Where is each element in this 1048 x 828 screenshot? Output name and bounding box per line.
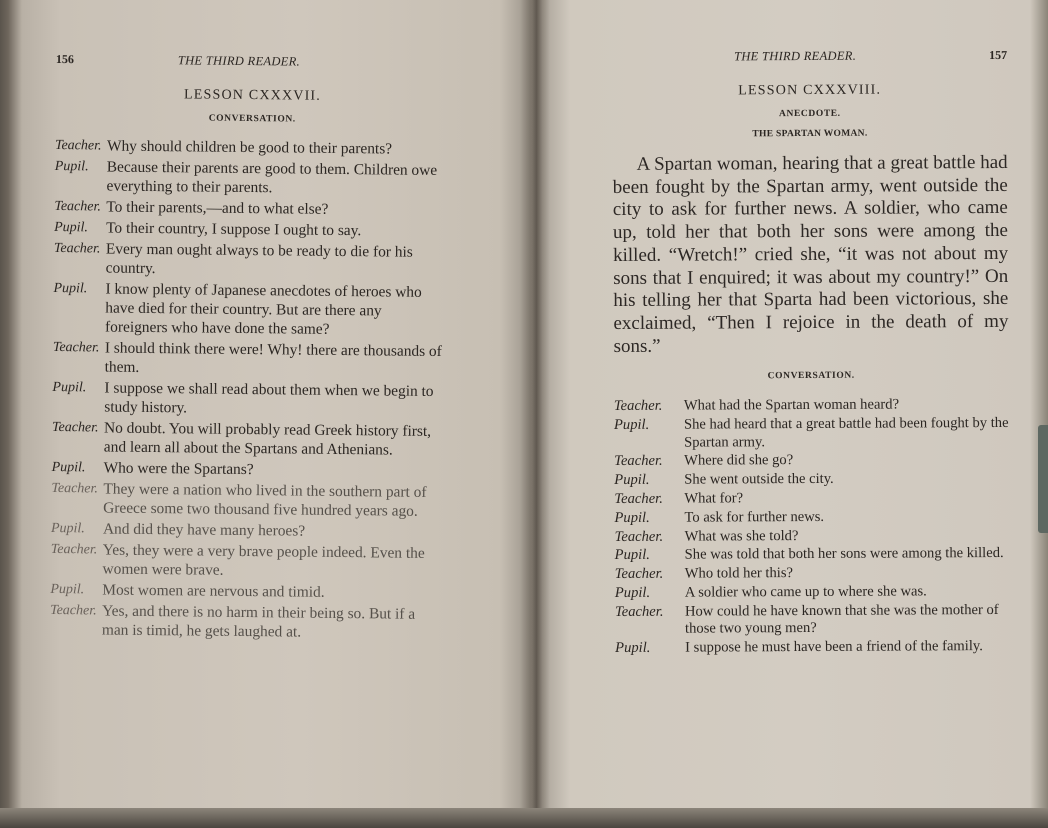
right-page-number: 157 bbox=[989, 47, 1008, 63]
speaker-label: Teacher. bbox=[52, 339, 100, 356]
dialogue-text: To their country, I suppose I ought to say. bbox=[106, 219, 362, 240]
speaker-label: Pupil. bbox=[613, 416, 650, 434]
dialogue-text: Why should children be good to their parents? bbox=[106, 137, 393, 158]
right-section-label: ANECDOTE. bbox=[779, 108, 841, 120]
dialogue-line bbox=[615, 638, 1010, 658]
speaker-label: Teacher. bbox=[614, 528, 664, 545]
left-page bbox=[50, 50, 450, 645]
speaker-label: Pupil. bbox=[53, 280, 88, 297]
speaker-label: Pupil. bbox=[614, 584, 651, 601]
speaker-label: Teacher. bbox=[54, 198, 101, 215]
dialogue-line bbox=[53, 279, 448, 340]
dialogue-text: A soldier who came up to where she was. bbox=[684, 583, 927, 601]
dialogue-line bbox=[53, 338, 447, 380]
speaker-label: Teacher. bbox=[50, 541, 98, 558]
dialogue-line bbox=[54, 197, 448, 220]
speaker-label: Teacher. bbox=[51, 480, 99, 497]
dialogue-line bbox=[614, 508, 1009, 528]
dialogue-text: I suppose he must have been a friend of the family. bbox=[685, 638, 983, 656]
dialogue-line bbox=[50, 580, 444, 603]
dialogue-text: What was she told? bbox=[684, 527, 799, 545]
dialogue-line bbox=[54, 218, 448, 241]
right-lesson-title: LESSON CXXXVIII. bbox=[738, 82, 882, 99]
dialogue-line bbox=[51, 479, 445, 521]
dialogue-text: Because their parents are good to them. Children owe everything to their parents. bbox=[106, 158, 438, 197]
left-dialogue bbox=[50, 136, 449, 643]
speaker-label: Pupil. bbox=[50, 581, 85, 598]
speaker-label: Pupil. bbox=[50, 520, 85, 537]
speaker-label: Pupil. bbox=[54, 219, 89, 236]
dialogue-line bbox=[614, 396, 1009, 416]
speaker-label: Pupil. bbox=[614, 547, 650, 564]
dialogue-line bbox=[615, 527, 1010, 547]
speaker-label: Teacher. bbox=[53, 240, 101, 257]
dialogue-line bbox=[614, 415, 1009, 452]
dialogue-line bbox=[54, 157, 448, 199]
book-gutter bbox=[520, 0, 550, 828]
dialogue-text: I should think there were! Why! there are thousands of them. bbox=[104, 339, 442, 376]
dialogue-line bbox=[55, 136, 449, 159]
dialogue-line bbox=[52, 378, 446, 420]
speaker-label: Pupil. bbox=[51, 459, 86, 476]
dialogue-text: No doubt. You will probably read Greek history first, and learn all about the Spartans and Athenians. bbox=[103, 419, 432, 459]
dialogue-line bbox=[615, 583, 1010, 603]
dialogue-text: She had heard that a great battle had been fought by the Spartan army. bbox=[683, 415, 1009, 451]
right-running-head bbox=[612, 46, 1007, 70]
left-page-number: 156 bbox=[55, 51, 74, 67]
dialogue-text: She went outside the city. bbox=[684, 471, 834, 488]
dialogue-line bbox=[52, 458, 446, 481]
left-lesson-title: LESSON CXXXVII. bbox=[183, 87, 322, 104]
dialogue-text: I suppose we shall read about them when we begin to study history. bbox=[104, 379, 434, 417]
bookmark-tab bbox=[1038, 425, 1048, 533]
dialogue-text: What for? bbox=[684, 490, 744, 507]
dialogue-line bbox=[615, 564, 1010, 584]
right-page bbox=[612, 46, 1010, 659]
dialogue-text: I know plenty of Japanese anecdotes of heroes who have died for their country. But are there any foreigners who have done the same? bbox=[105, 280, 422, 338]
speaker-label: Teacher. bbox=[54, 137, 102, 154]
anecdote-paragraph: A Spartan woman, hearing that a great battle had been fought by the Spartan army, went outside the city to ask for further news. A soldier, who came up, told her that both her sons were among the killed. “Wretch!” cried she, “it was not about my sons that I enquired; it was about my country!” On his telling her that Sparta had been victorious, she exclaimed, “Then I rejoice in the death of my sons.” bbox=[612, 151, 1009, 357]
dialogue-text: Yes, and there is no harm in their being so. But if a man is timid, he gets laughed at. bbox=[101, 602, 416, 641]
dialogue-text: Yes, they were a very brave people indeed. Even the women were brave. bbox=[102, 541, 425, 579]
dialogue-line bbox=[614, 470, 1009, 490]
dialogue-text: How could he have known that she was the mother of those two young men? bbox=[684, 601, 999, 637]
right-running-title: THE THIRD READER. bbox=[734, 48, 857, 64]
anecdote-title: THE SPARTAN WOMAN. bbox=[752, 128, 868, 140]
dialogue-line bbox=[54, 239, 448, 281]
left-section-label: CONVERSATION. bbox=[208, 113, 296, 125]
dialogue-line bbox=[615, 602, 1010, 639]
dialogue-text: And did they have many heroes? bbox=[102, 520, 306, 540]
dialogue-line bbox=[50, 601, 444, 643]
speaker-label: Teacher. bbox=[613, 398, 663, 415]
dialogue-text: Who told her this? bbox=[684, 565, 794, 582]
dialogue-line bbox=[614, 489, 1009, 509]
speaker-label: Pupil. bbox=[614, 472, 650, 489]
dialogue-text: To ask for further news. bbox=[684, 508, 825, 526]
dialogue-line bbox=[50, 540, 444, 582]
left-running-head bbox=[56, 50, 450, 76]
dialogue-text: Most women are nervous and timid. bbox=[102, 581, 325, 601]
dialogue-line bbox=[614, 451, 1009, 471]
speaker-label: Pupil. bbox=[615, 639, 651, 657]
right-conversation-label: CONVERSATION. bbox=[767, 371, 855, 382]
dialogue-text: What had the Spartan woman heard? bbox=[683, 396, 900, 414]
speaker-label: Pupil. bbox=[52, 379, 87, 396]
left-running-title: THE THIRD READER. bbox=[177, 53, 301, 69]
page-edge bbox=[0, 808, 1048, 828]
dialogue-text: Every man ought always to be ready to die for his country. bbox=[105, 240, 413, 278]
dialogue-line bbox=[52, 418, 446, 460]
dialogue-text: Who were the Spartans? bbox=[103, 459, 254, 479]
speaker-label: Teacher. bbox=[50, 602, 97, 619]
speaker-label: Pupil. bbox=[54, 158, 89, 175]
speaker-label: Teacher. bbox=[614, 565, 664, 583]
dialogue-text: They were a nation who lived in the southern part of Greece some two thousand five hundred years ago. bbox=[103, 480, 427, 520]
dialogue-line bbox=[51, 519, 445, 542]
dialogue-text: To their parents,—and to what else? bbox=[106, 198, 329, 218]
right-dialogue bbox=[614, 396, 1010, 657]
dialogue-text: Where did she go? bbox=[684, 452, 794, 470]
speaker-label: Teacher. bbox=[51, 419, 99, 436]
speaker-label: Pupil. bbox=[614, 509, 650, 526]
speaker-label: Teacher. bbox=[614, 453, 663, 470]
speaker-label: Teacher. bbox=[614, 490, 663, 508]
speaker-label: Teacher. bbox=[614, 603, 664, 620]
dialogue-text: She was told that both her sons were among the killed. bbox=[684, 545, 1004, 564]
dialogue-line bbox=[615, 545, 1010, 565]
